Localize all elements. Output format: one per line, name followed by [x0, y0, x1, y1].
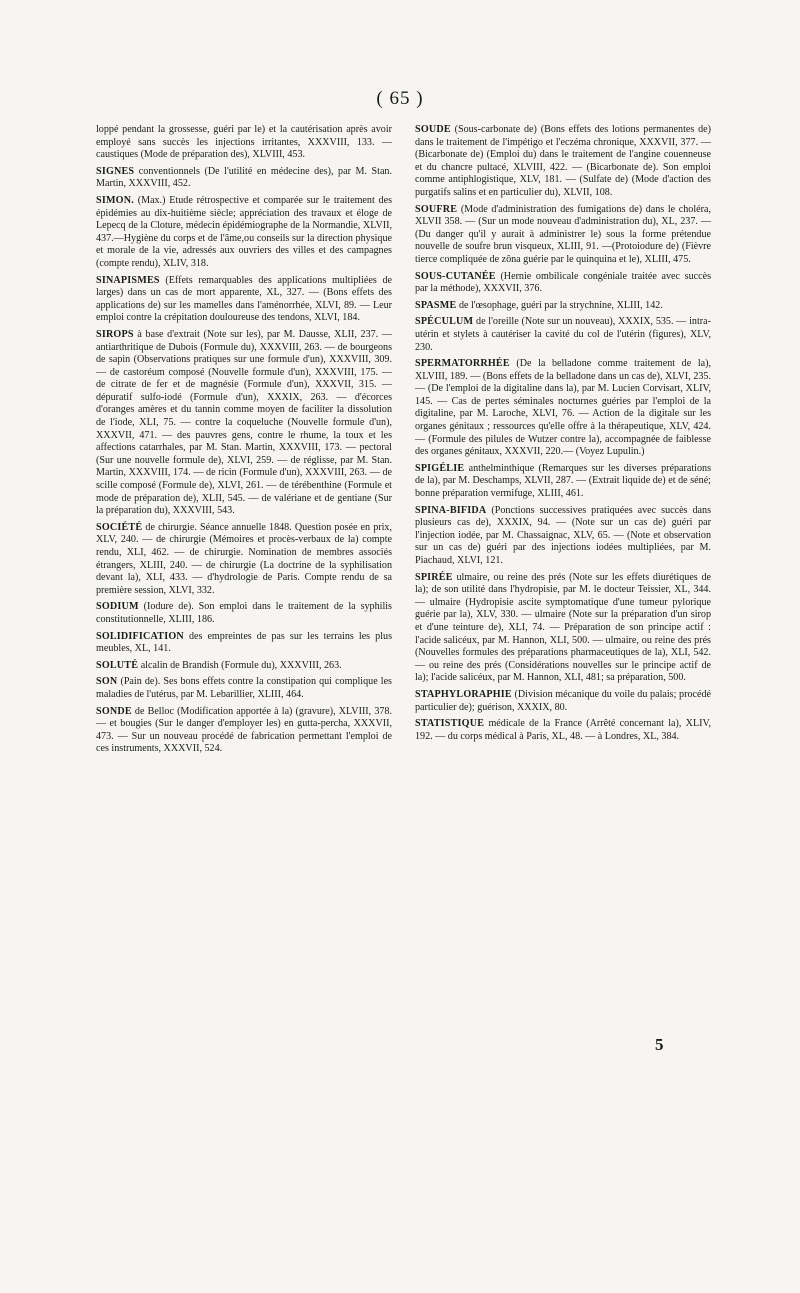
entry-text: (Mode d'administration des fumigations de) dans le choléra, XLVII 358. — (Sur un mode nouveau d'administration du), XL, 237. — (Du danger qu'il y aurait à administrer le) sous la forme prétendue nouvelle de soufre brun visqueux, XLIII, 91. —(Protoiodure de) (Fièvre tierce compliquée de zôna guérie par le quinquina et le), XLIII, 475. — [415, 203, 711, 265]
entry-headword: SINAPISMES — [96, 274, 160, 286]
index-entry — [96, 275, 392, 325]
entry-text: de chirurgie. Séance annuelle 1848. Question posée en prix, XLV, 240. — de chirurgie (Mémoires et procès-verbaux de la) compte rendu, XLI, 462. — de chirurgie. Nomination de membres associés étrangers, XLIII, 240. — de chirurgie (La doctrine de la syphilisation devant la), XLI, 433. — d'hydrologie de Paris. Compte rendu de sa première session, XLVI, 332. — [96, 521, 392, 596]
entry-headword: SPERMATORRHÉE — [415, 358, 510, 370]
index-entry — [96, 706, 392, 756]
entry-headword: SODIUM — [96, 601, 139, 613]
entry-headword: SOLUTÉ — [96, 659, 139, 671]
entry-headword: SPÉCULUM — [415, 316, 474, 328]
entry-headword: SOUFRE — [415, 203, 458, 215]
entry-text: (Max.) Etude rétrospective et comparée sur le traitement des épidémies au dix-huitième siècle; appréciation des travaux et éloge de Lepecq de la Cloture, médecin épidémiographe de la Normandie, XLVII, 437.—Hygiène du corps et de l'âme,ou conseils sur la direction physique et morale de la vie, adressés aux ouvriers des villes et des campagnes (compte rendu), XLIV, 318. — [96, 194, 392, 269]
entry-text: (Iodure de). Son emploi dans le traitement de la syphilis constitutionnelle, XLIII, 186. — [96, 601, 392, 625]
page-number: ( 65 ) — [376, 88, 424, 109]
entry-headword: SPASME — [415, 299, 457, 311]
index-entry — [415, 358, 711, 459]
entry-headword: SPIRÉE — [415, 571, 453, 583]
entry-headword: STATISTIQUE — [415, 718, 485, 730]
entry-headword: SOCIÉTÉ — [96, 521, 143, 533]
index-entry — [415, 271, 711, 296]
entry-text: (Effets remarquables des applications multipliées de larges) dans un cas de mort apparente, XL, 327. — (Bons effets des applications de) sur les mamelles dans l'aménorrhée, XLVI, 89. — Leur emploi contre la crépitation douloureuse des tendons, XLVI, 184. — [96, 274, 392, 324]
index-entry — [415, 572, 711, 685]
entry-headword: STAPHYLORAPHIE — [415, 688, 512, 700]
index-entry — [96, 522, 392, 598]
entry-text: ulmaire, ou reine des prés (Note sur les effets diurétiques de la); de son utilité dans l'hydropisie, par M. le docteur Teissier, XL, 344. — ulmaire (Hydropisie ascite symptomatique d'une tumeur pylorique guérie par la), XLV, 330. — ulmaire (Note sur la préparation d'un sirop et d'une teinture de), XLI, 74. — Préparation de son principe actif : l'acide salicéux, par M. Hannon, XLI, 500. — ulmaire, ou reine des prés (Nouvelles formules des préparations pharmaceutiques de la), XLI, 542. — ou reine des prés (Considérations nouvelles sur le principe actif de la); l'acide salicéux, par M. Hannon, XLI, 481; sa préparation, 500. — [415, 571, 712, 684]
entry-text: conventionnels (De l'utilité en médecine des), par M. Stan. Martin, XXXVIII, 452. — [96, 165, 392, 190]
entry-headword: SOLIDIFICATION — [96, 630, 184, 642]
index-entry — [96, 601, 392, 626]
entry-headword: SONDE — [96, 705, 132, 717]
index-entry — [415, 505, 711, 568]
index-entry — [96, 676, 392, 701]
entry-text: médicale de la France (Arrêté concernant la), XLIV, 192. — du corps médical à Paris, XL, 48. — à Londres, XL, 384. — [415, 718, 711, 742]
index-entry — [415, 124, 711, 200]
entry-headword: SIMON. — [96, 194, 134, 206]
index-entry — [415, 316, 711, 354]
entry-headword: SIROPS — [96, 328, 134, 340]
left-column — [96, 124, 392, 760]
entry-headword: SPIGÉLIE — [415, 462, 465, 474]
entry-text: de Belloc (Modification apportée à la) (gravure), XLVIII, 378. — et bougies (Sur le danger d'employer les) en gutta-percha, XXXVII, 473. — Sur un nouveau procédé de fabrication permettant l'emploi de ces instruments, XXXVII, 524. — [96, 705, 392, 755]
index-entry — [415, 463, 711, 501]
index-entry — [96, 195, 392, 271]
entry-text: (Hernie ombilicale congéniale traitée avec succès par la méthode), XXXVII, 376. — [415, 270, 711, 295]
entry-text: (De la belladone comme traitement de la), XLVIII, 189. — (Bons effets de la belladone dans un cas de), XLVI, 235. — (De l'emploi de la digitaline dans la), par M. Lucien Corvisart, XLIV, 145. — Cas de pertes séminales nocturnes guéries par l'emploi de la digitaline, par M. Laroche, XLVI, 76. — Action de la digitale sur les organes génitaux ; ressources qu'elle offre à la thérapeutique, XLV, 424. — (Formule des pilules de Wutzer contre la), accompagnée de faiblesse des organes génitaux, XXXVII, 220.— (Voyez Lupulin.) — [415, 358, 711, 458]
entry-text: (Sous-carbonate de) (Bons effets des lotions permanentes de) dans le traitement de l'impétigo et l'eczéma chronique, XXXVII, 377. — (Bicarbonate de) (Emploi du) dans le traitement de l'angine couenneuse et du chancre pultacé, XLVIII, 422. — (Bicarbonate de). Son emploi comme antiphlogistique, XLV, 181. — (Sulfate de) (Mode d'action des purgatifs salins et en particulier du), XLVII, 108. — [415, 124, 711, 198]
index-entry — [415, 300, 711, 313]
entry-text: (Pain de). Ses bons effets contre la constipation qui complique les maladies de l'utérus, par M. Lebarillier, XLIII, 464. — [96, 676, 392, 700]
index-entry — [96, 124, 392, 162]
entry-text: des empreintes de pas sur les terrains les plus meubles, XL, 141. — [96, 630, 392, 655]
entry-text: de l'œsophage, guéri par la strychnine, XLIII, 142. — [458, 299, 663, 311]
index-entry — [415, 718, 711, 743]
index-entry — [96, 631, 392, 656]
index-entry — [96, 166, 392, 191]
index-entry — [415, 204, 711, 267]
entry-text: anthelminthique (Remarques sur les diverses préparations de la), par M. Deschamps, XLVII, 287. — (Extrait liquide de) et de séné; bonne préparation vermifuge, XLIII, 461. — [415, 462, 711, 500]
entry-headword: SIGNES — [96, 165, 135, 177]
index-entry — [415, 689, 711, 714]
index-entry — [96, 329, 392, 518]
right-column — [415, 124, 711, 747]
entry-text: alcalin de Brandish (Formule du), XXXVIII, 263. — [140, 659, 342, 671]
index-entry — [96, 660, 392, 673]
entry-text: (Division mécanique du voile du palais; procédé particulier de); guérison, XXXIX, 80. — [415, 688, 711, 713]
entry-headword: SPINA-BIFIDA — [415, 504, 487, 516]
entry-headword: SON — [96, 676, 118, 688]
entry-headword: SOUDE — [415, 124, 451, 135]
signature-mark: 5 — [655, 1035, 664, 1054]
entry-text: loppé pendant la grossesse, guéri par le) et la cautérisation après avoir employé sans succès les injections irritantes, XXXVIII, 133. — caustiques (Mode de préparation des), XLVIII, 453. — [96, 124, 392, 161]
entry-headword: SOUS-CUTANÉE — [415, 270, 496, 282]
entry-text: à base d'extrait (Note sur les), par M. Dausse, XLII, 237. — antiarthritique de Dubois (Formule du), XXXVIII, 263. — de bourgeons de sapin (Observations pratiques sur une formule d'un), XXXVIII, 309. — de castoréum composé (Nouvelle formule d'un), XXXVIII, 175. — de citrate de fer et de magnésie (Formule d'un), XXXVII, 315. — dépuratif sulfo-iodé (Formule d'un), XXXIX, 263. — d'écorces d'oranges amères et du tannin comme moyen de faciliter la dissolution de l'iode, XLI, 75. — contre la coqueluche (Nouvelle formule d'un), XXXVII, 471. — des pauvres gens, contre le rhume, la toux et les affections catarrhales, par M. Stan. Martin, XXXVIII, 173. — pectoral (Sur une nouvelle formule de), XLVI, 259. — de réglisse, par M. Stan. Martin, XXXVIII, 174. — de ricin (Formule d'un), XXXVIII, 263. — de scille composé (Formule de), XLVI, 261. — de térébenthine (Formule et mode de préparation de), XLII, 545. — de valériane et de gentiane (Sur la préparation du), XXXVIII, 543. — [96, 328, 392, 517]
entry-text: (Ponctions successives pratiquées avec succès dans plusieurs cas de), XXXIX, 94. — (Note sur un cas de) guéri par l'injection iodée, par M. Chassaignac, XLV, 65. — (Note et observation sur un cas de) guéri par des injections iodées multipliées, par M. Piachaud, XLVI, 121. — [415, 504, 711, 566]
entry-text: de l'oreille (Note sur un nouveau), XXXIX, 535. — intra-utérin et stylets à cautériser la cavité du col de l'utérin (figures), XLV, 230. — [415, 316, 711, 353]
